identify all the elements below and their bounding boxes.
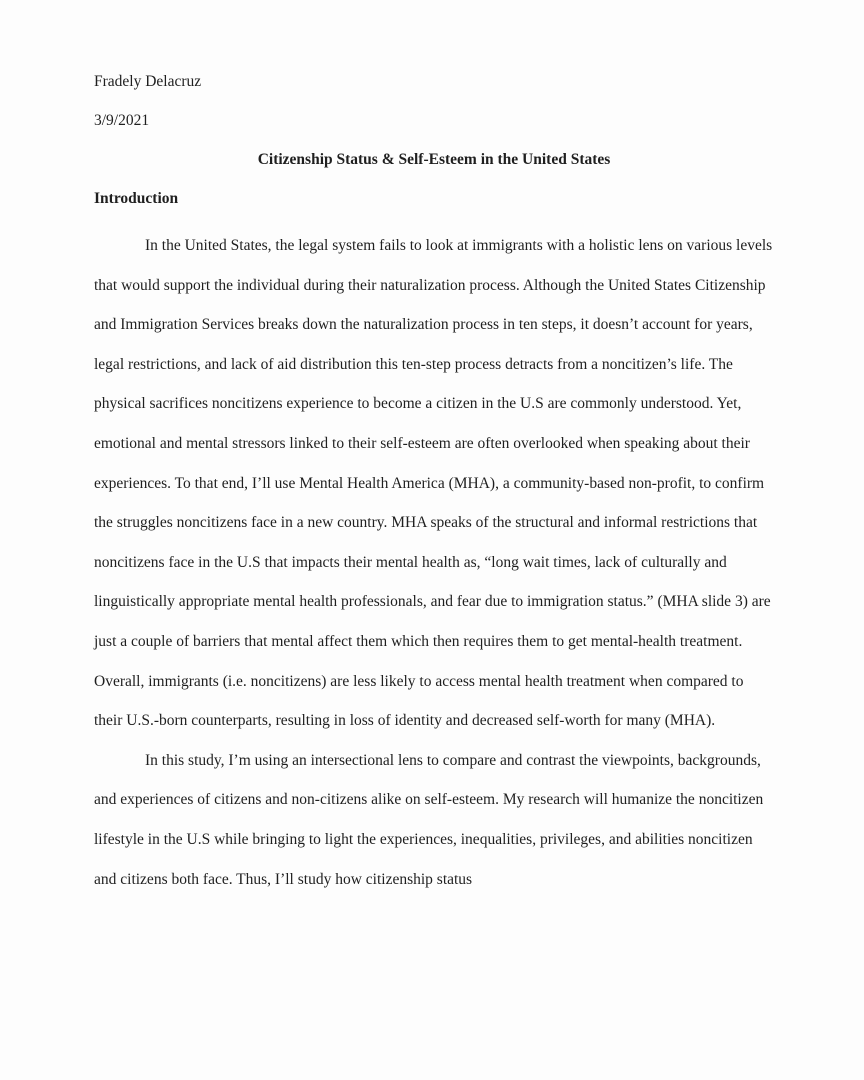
document-content — [94, 70, 774, 899]
body-paragraph: In this study, I’m using an intersectional lens to compare and contrast the viewpoints, backgrounds, and experiences of citizens and non-citizens alike on self-esteem. My research will humanize the noncitizen lifestyle in the U.S while bringing to light the experiences, inequalities, privileges, and abilities noncitizen and citizens both face. Thus, I’ll study how citizenship status — [94, 751, 764, 888]
document-date: 3/9/2021 — [94, 112, 150, 129]
document-title: Citizenship Status & Self-Esteem in the United States — [257, 151, 611, 168]
author-name: Fradely Delacruz — [94, 73, 202, 90]
section-heading-introduction: Introduction — [94, 190, 179, 207]
body-paragraph: In the United States, the legal system fails to look at immigrants with a holistic lens on various levels that would support the individual during their naturalization process. Although the United States Citizenship and Immigration Services breaks down the naturalization process in ten steps, it doesn’t account for years, legal restrictions, and lack of aid distribution this ten-step process detracts from a noncitizen’s life. The physical sacrifices noncitizens experience to become a citizen in the U.S are commonly understood. Yet, emotional and mental stressors linked to their self-esteem are often overlooked when speaking about their experiences. To that end, I’ll use Mental Health America (MHA), a community-based non-profit, to confirm the struggles noncitizens face in a new country. MHA speaks of the structural and informal restrictions that noncitizens face in the U.S that impacts their mental health as, “long wait times, lack of culturally and linguistically appropriate mental health professionals, and fear due to immigration status.” (MHA slide 3) are just a couple of barriers that mental affect them which then requires them to get mental-health treatment. Overall, immigrants (i.e. noncitizens) are less likely to access mental health treatment when compared to their U.S.-born counterparts, resulting in loss of identity and decreased self-worth for many (MHA). — [94, 237, 773, 730]
